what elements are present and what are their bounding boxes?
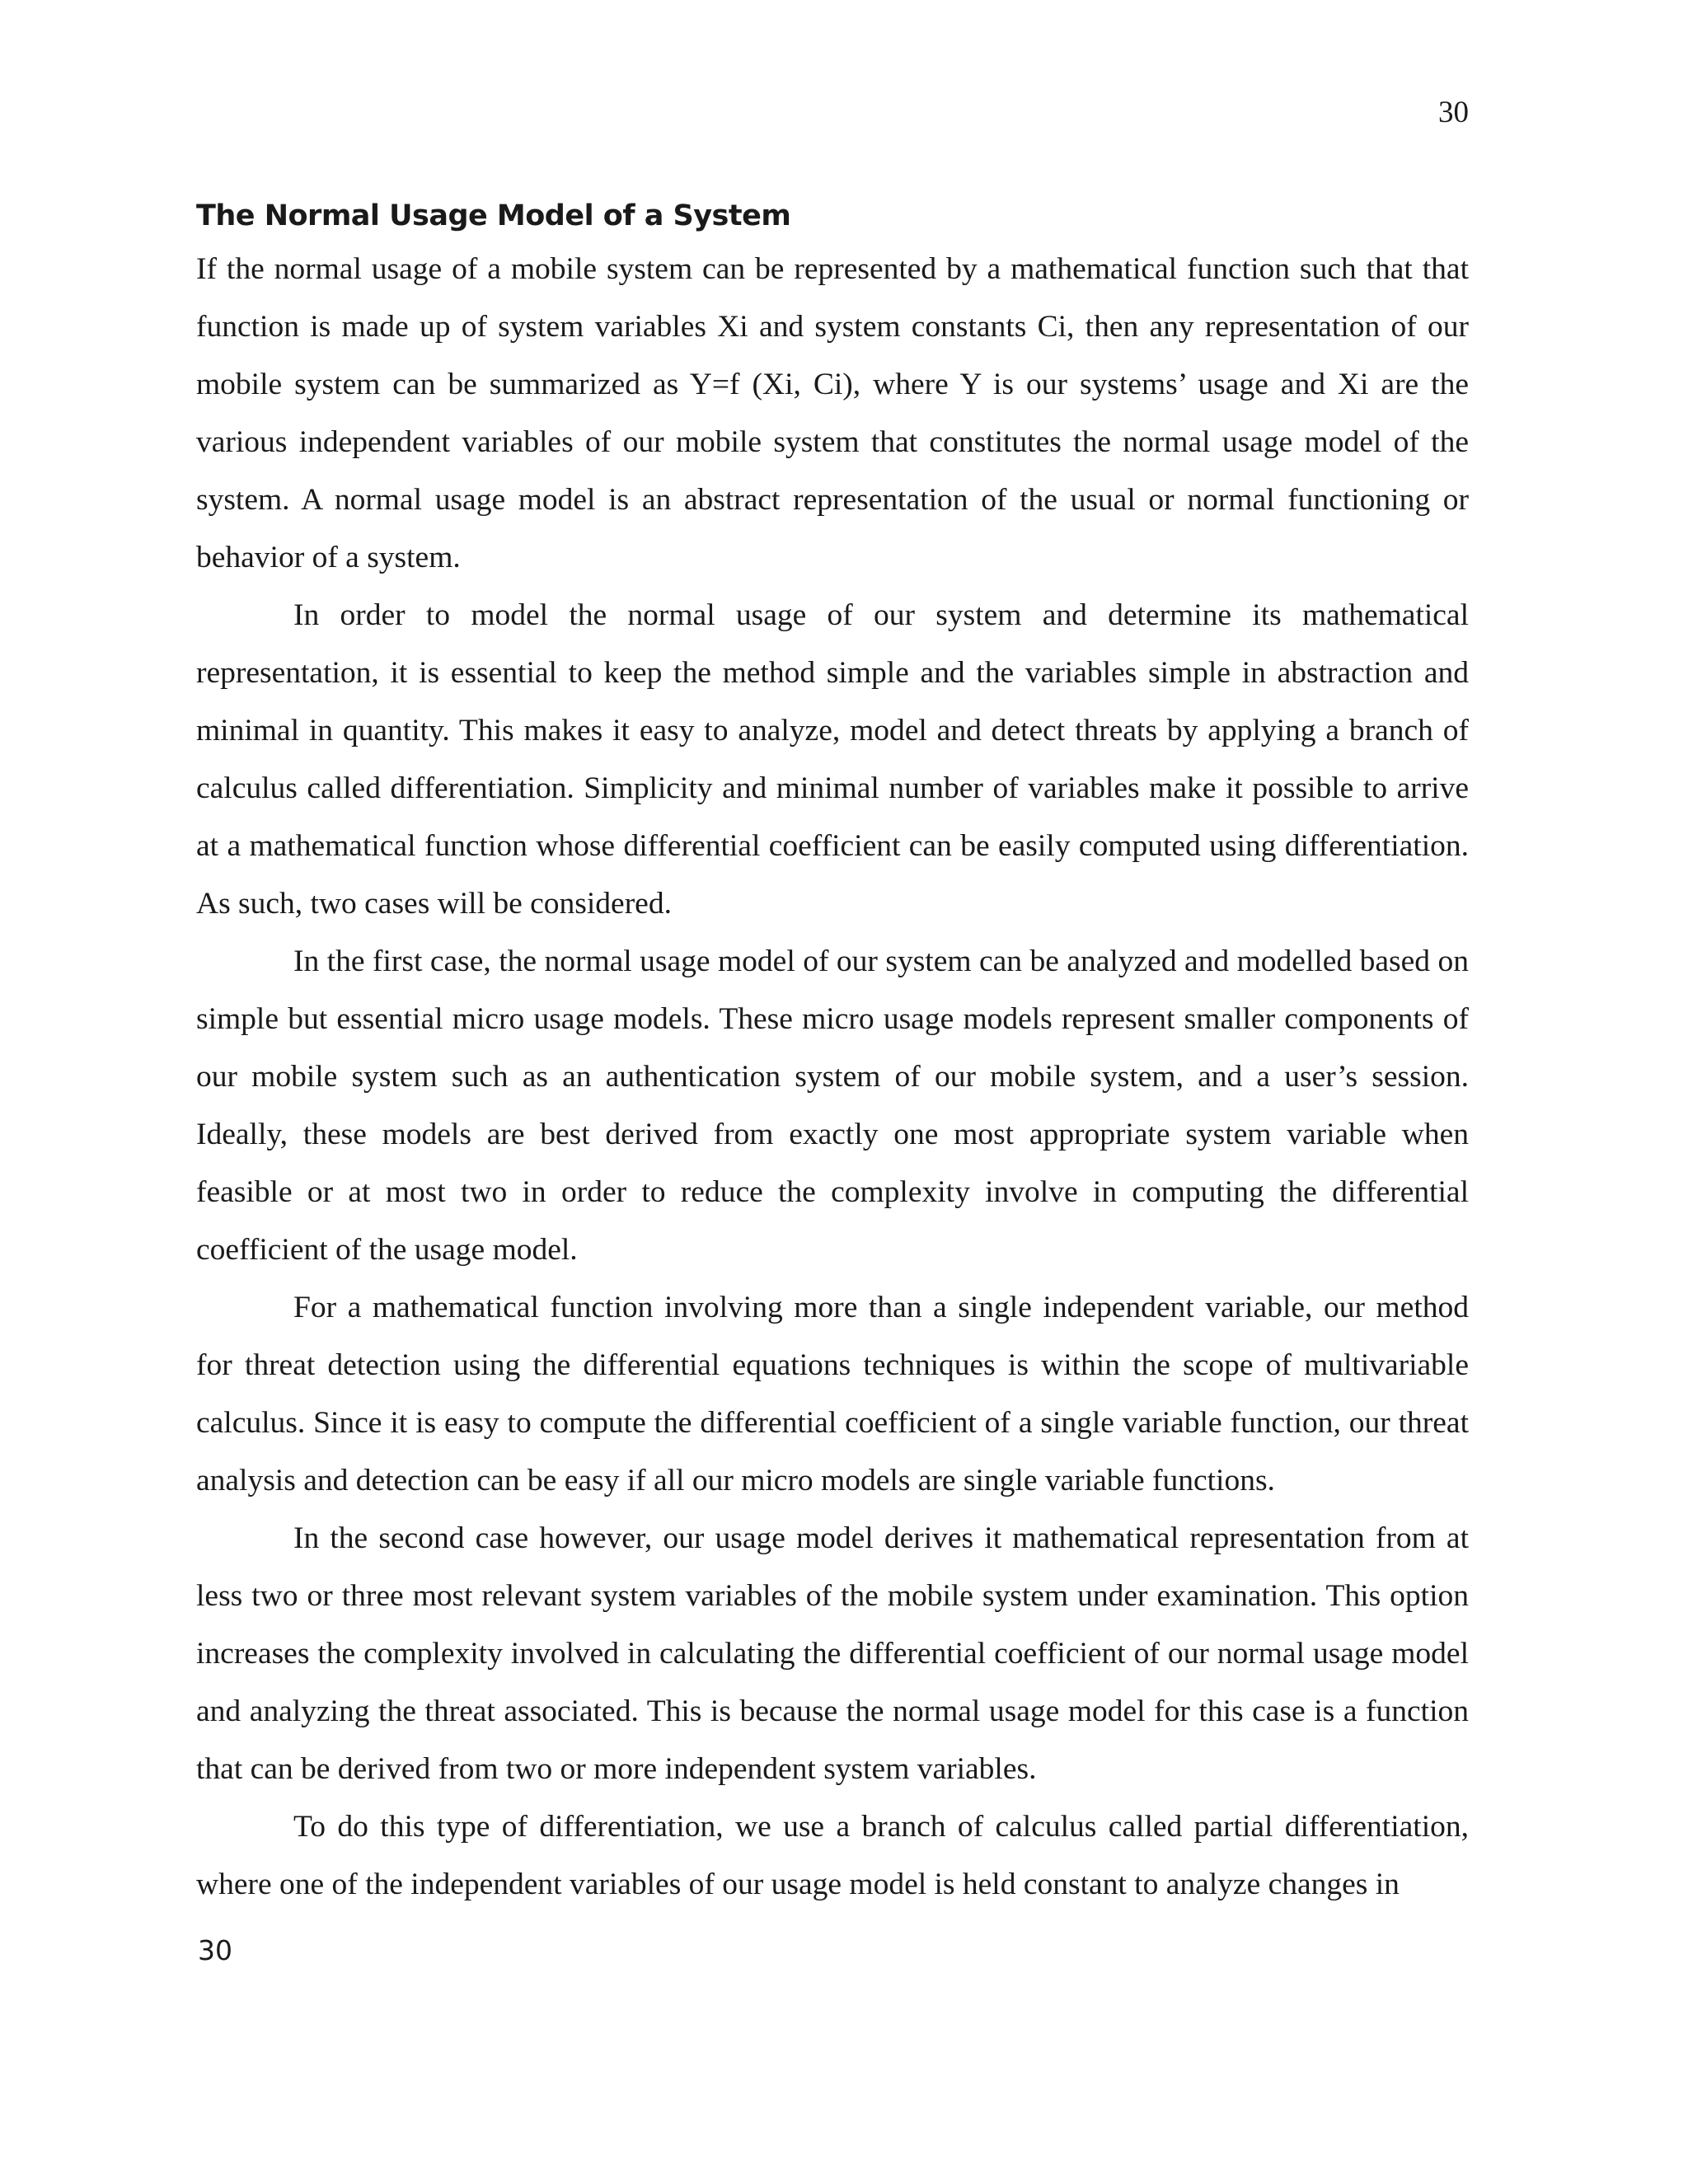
paragraph-2: In order to model the normal usage of our system and determine its mathematical representation, it is essential to keep the method simple and the variables simple in abstraction and minimal in quantity. This makes it easy to analyze, model and detect threats by applying a branch of calculus called differentiation. Simplicity and minimal number of variables make it possible to arrive at a mathematical function whose differential coefficient can be easily computed using differentiation. As such, two cases will be considered.	[196, 598, 1469, 921]
paragraph-4: For a mathematical function involving more than a single independent variable, our method for threat detection using the differential equations techniques is within the scope of multivariable calculus. Since it is easy to compute the differential coefficient of a single variable function, our threat analysis and detection can be easy if all our micro models are single variable functions.	[196, 1290, 1469, 1497]
section-heading: The Normal Usage Model of a System	[196, 199, 791, 232]
paragraph-5: In the second case however, our usage model derives it mathematical representation from at less two or three most relevant system variables of the mobile system under examination. This option increases the complexity involved in calculating the differential coefficient of our normal usage model and analyzing the threat associated. This is because the normal usage model for this case is a function that can be derived from two or more independent system variables.	[196, 1521, 1469, 1786]
section-content	[196, 198, 1469, 1914]
page-number-top: 30	[1438, 96, 1469, 129]
page-number-bottom: 30	[198, 1934, 232, 1966]
paragraph-1: If the normal usage of a mobile system can be represented by a mathematical function such that that function is made up of system variables Xi and system constants Ci, then any representation of our mobile system can be summarized as Y=f (Xi, Ci), where Y is our systems’ usage and Xi are the various independent variables of our mobile system that constitutes the normal usage model of the system. A normal usage model is an abstract representation of the usual or normal functioning or behavior of a system.	[196, 251, 1469, 574]
paragraph-6: To do this type of differentiation, we use a branch of calculus called partial differentiation, where one of the independent variables of our usage model is held constant to analyze changes in	[196, 1809, 1469, 1901]
paragraph-3: In the first case, the normal usage model of our system can be analyzed and modelled based on simple but essential micro usage models. These micro usage models represent smaller components of our mobile system such as an authentication system of our mobile system, and a user’s session. Ideally, these models are best derived from exactly one most appropriate system variable when feasible or at most two in order to reduce the complexity involve in computing the differential coefficient of the usage model.	[196, 944, 1469, 1267]
